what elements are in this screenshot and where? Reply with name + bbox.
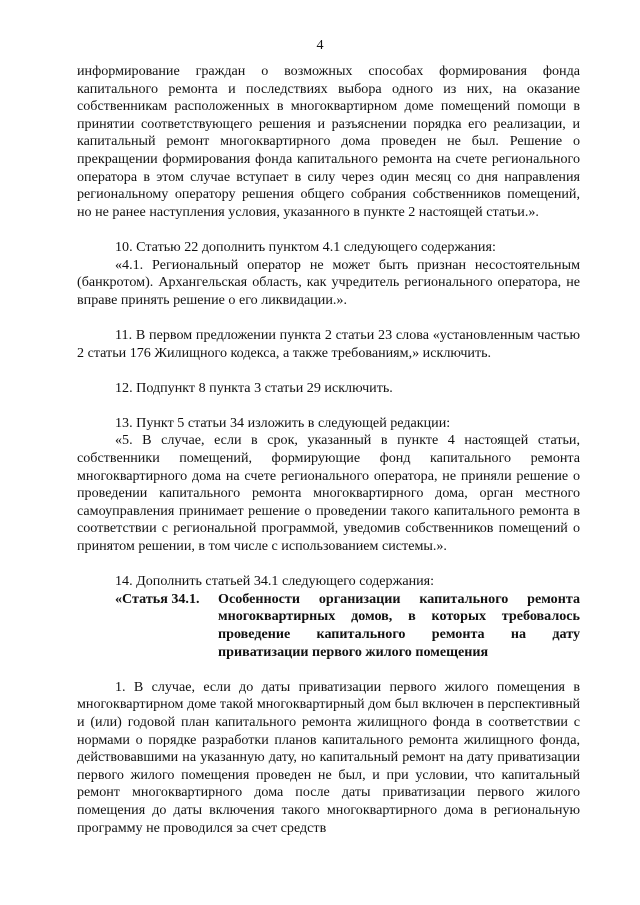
article-paragraph-1: 1. В случае, если до даты приватизации первого жилого помещения в многоквартирном доме такой многоквартирный дом был включен в перспективный и (или) годовой план капитального ремонта жилищного фонда в соответствии с нормами о порядке разработки планов капитального ремонта жилищного фонда, действовавшими на указанную дату, но капитальный ремонт на дату приватизации первого жилого помещения проведен не был, и при условии, что капитальный ремонт многоквартирного дома после даты приватизации первого жилого помещения до даты включения такого многоквартирного дома в региональную программу не проводился за счет средств: [77, 678, 580, 836]
article-number: «Статья 34.1.: [115, 590, 200, 607]
item-12: 12. Подпункт 8 пункта 3 статьи 29 исключить.: [115, 379, 393, 396]
item-13: 13. Пункт 5 статьи 34 изложить в следующей редакции:: [115, 414, 451, 431]
item-13-quote: «5. В случае, если в срок, указанный в пункте 4 настоящей статьи, собственники помещений, формирующие фонд капитального ремонта многоквартирного дома на счете регионального оператора, не приняли решение о проведении капитального ремонта многоквартирного дома, орган местного самоуправления принимает решение о проведении такого капитального ремонта в соответствии с региональной программой, уведомив собственников помещений о принятом решении, в том числе с использованием системы.».: [77, 432, 580, 555]
item-10: 10. Статью 22 дополнить пунктом 4.1 следующего содержания:: [115, 238, 496, 255]
page-number: 4: [316, 37, 324, 53]
paragraph-continuation: информирование граждан о возможных способах формирования фонда капитального ремонта и последствиях выбора одного из них, на оказание собственникам расположенных в многоквартирном доме помещений помощи в принятии соответствующего решения и разъяснении порядка его реализации, и капитальный ремонт многоквартирного дома проведен не был. Решение о прекращении формирования фонда капитального ремонта на счете регионального оператора в этом случае вступает в силу через один месяц со дня направления региональному оператору решения общего собрания собственников помещений, но не ранее наступления условия, указанного в пункте 2 настоящей статьи.».: [77, 63, 580, 220]
item-10-quote: «4.1. Региональный оператор не может быть признан несостоятельным (банкротом). Архангельская область, как учредитель регионального оператора, не вправе принять решение о его ликвидации.».: [77, 256, 580, 308]
article-heading: [115, 591, 580, 661]
item-14: 14. Дополнить статьей 34.1 следующего содержания:: [115, 573, 435, 590]
item-11: 11. В первом предложении пункта 2 статьи 23 слова «установленным частью 2 статьи 176 Жилищного кодекса, а также требованиям,» исключить.: [77, 326, 580, 361]
body-text: [77, 63, 580, 837]
article-title: Особенности организации капитального ремонта многоквартирных домов, в которых требовалось проведение капитального ремонта на дату приватизации первого жилого помещения: [218, 590, 580, 660]
